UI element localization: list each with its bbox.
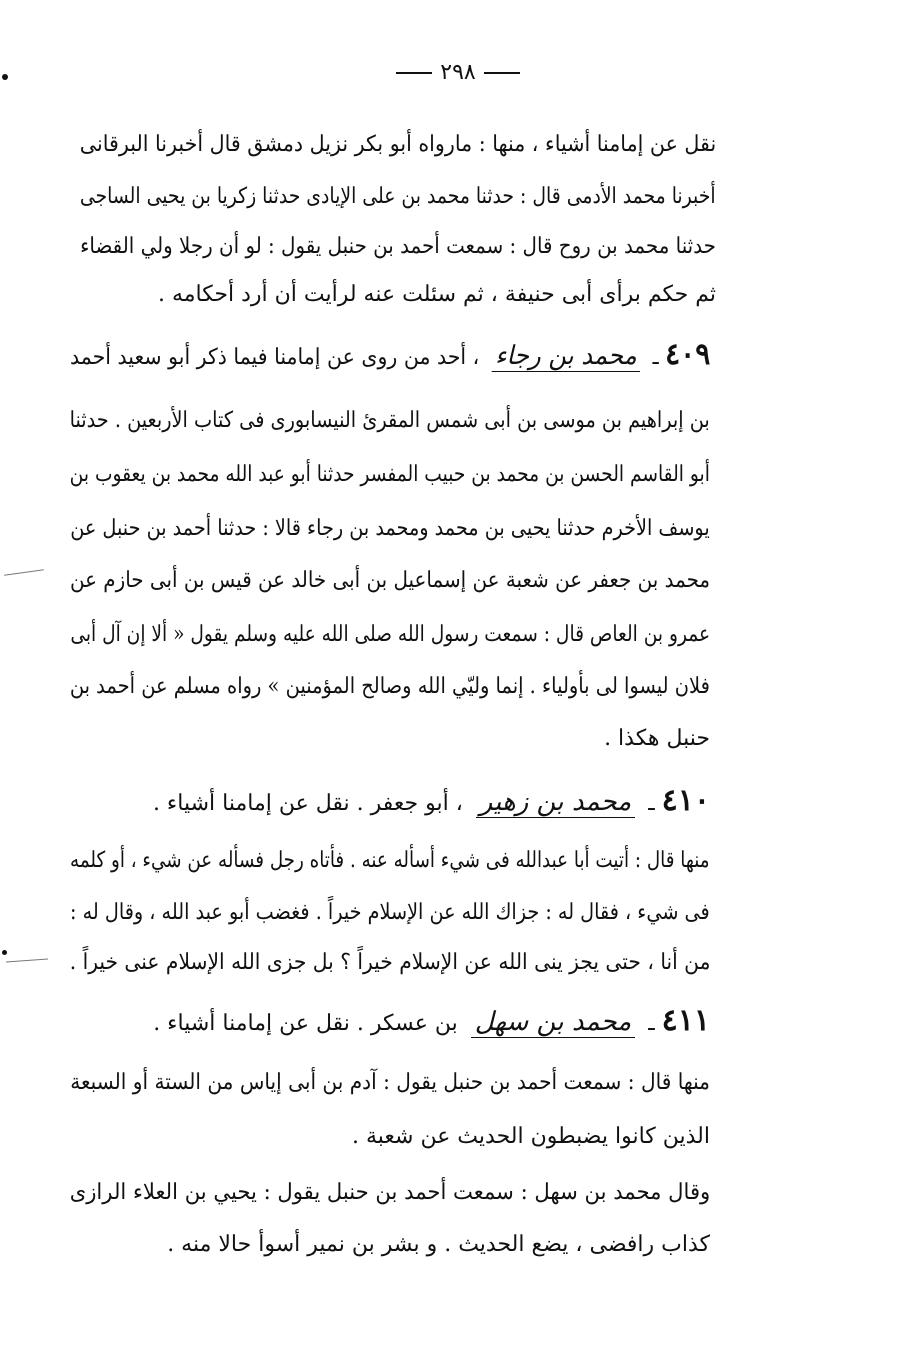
- text-line: منها قال : سمعت أحمد بن حنبل يقول : آدم بن أبى إياس من الستة أو السبعة: [70, 1070, 710, 1095]
- text-line: منها قال : أتيت أبا عبدالله فى شيء أسأله عنه . فأتاه رجل فسأله عن شيء ، أو كلمه: [70, 848, 710, 873]
- entry-heading-rest: بن عسكر . نقل عن إمامنا أشياء .: [153, 1011, 458, 1036]
- entry-number: ٤٠٩: [664, 337, 710, 372]
- text-line: من أنا ، حتى يجز ينى الله عن الإسلام خيراً ؟ بل جزى الله الإسلام عنى خيراً .: [69, 950, 710, 975]
- page-number-value: ٢٩٨: [440, 60, 476, 85]
- text-line: حنبل هكذا .: [604, 726, 710, 751]
- entry-dash: ـ: [641, 791, 655, 816]
- pencil-stroke: [6, 959, 48, 963]
- entry-name: محمد بن سهل: [471, 1009, 635, 1038]
- text-line: بن إبراهيم بن موسى بن أبى شمس المقرئ النيسابورى فى كتاب الأربعين . حدثنا: [69, 408, 710, 433]
- text-line: الذين كانوا يضبطون الحديث عن شعبة .: [351, 1124, 710, 1149]
- page-number: [0, 60, 916, 85]
- pencil-stroke: [4, 569, 44, 576]
- entry-number: ٤١١: [661, 1003, 710, 1038]
- text-line: فلان ليسوا لى بأولياء . إنما وليّي الله وصالح المؤمنين » رواه مسلم عن أحمد بن: [69, 674, 710, 699]
- entry-name: محمد بن زهير: [476, 789, 635, 818]
- page-number-dash: [396, 72, 432, 74]
- entry-number: ٤١٠: [661, 783, 710, 818]
- text-line: وقال محمد بن سهل : سمعت أحمد بن حنبل يقول : يحيي بن العلاء الرازى: [69, 1180, 710, 1205]
- text-line: أبو القاسم الحسن بن محمد بن حبيب المفسر حدثنا أبو عبد الله محمد بن يعقوب بن: [69, 462, 710, 487]
- entry-name: محمد بن رجاء: [491, 343, 640, 372]
- text-line: نقل عن إمامنا أشياء ، منها : مارواه أبو بكر نزيل دمشق قال أخبرنا البرقانى: [79, 132, 716, 157]
- entry-heading-rest: ، أبو جعفر . نقل عن إمامنا أشياء .: [152, 791, 463, 816]
- entry-heading: [153, 1003, 710, 1038]
- text-line: يوسف الأخرم حدثنا يحيى بن محمد ومحمد بن رجاء قالا : حدثنا أحمد بن حنبل عن: [70, 516, 710, 541]
- text-line: حدثنا محمد بن روح قال : سمعت أحمد بن حنبل يقول : لو أن رجلا ولي القضاء: [80, 234, 716, 259]
- entry-heading: [152, 783, 710, 818]
- text-line: محمد بن جعفر عن شعبة عن إسماعيل بن أبى خالد عن قيس بن أبى حازم عن: [69, 568, 710, 593]
- text-line: ثم حكم برأى أبى حنيفة ، ثم سئلت عنه لرأيت أن أرد أحكامه .: [157, 282, 716, 307]
- page-number-dash: [484, 72, 520, 74]
- text-line: عمرو بن العاص قال : سمعت رسول الله صلى الله عليه وسلم يقول « ألا إن آل أبى: [70, 622, 710, 647]
- text-line: كذاب رافضى ، يضع الحديث . و بشر بن نمير أسوأ حالا منه .: [167, 1232, 710, 1257]
- text-line: أخبرنا محمد الأدمى قال : حدثنا محمد بن على الإيادى حدثنا زكريا بن يحيى الساجى: [80, 184, 716, 209]
- entry-heading-rest: ، أحد من روى عن إمامنا فيما ذكر أبو سعيد أحمد: [69, 345, 480, 370]
- margin-mark: [2, 950, 7, 955]
- entry-dash: ـ: [645, 345, 659, 370]
- entry-heading: [69, 337, 710, 372]
- entry-dash: ـ: [641, 1011, 655, 1036]
- text-line: فى شيء ، فقال له : جزاك الله عن الإسلام خيراً . فغضب أبو عبد الله ، وقال له :: [70, 900, 710, 925]
